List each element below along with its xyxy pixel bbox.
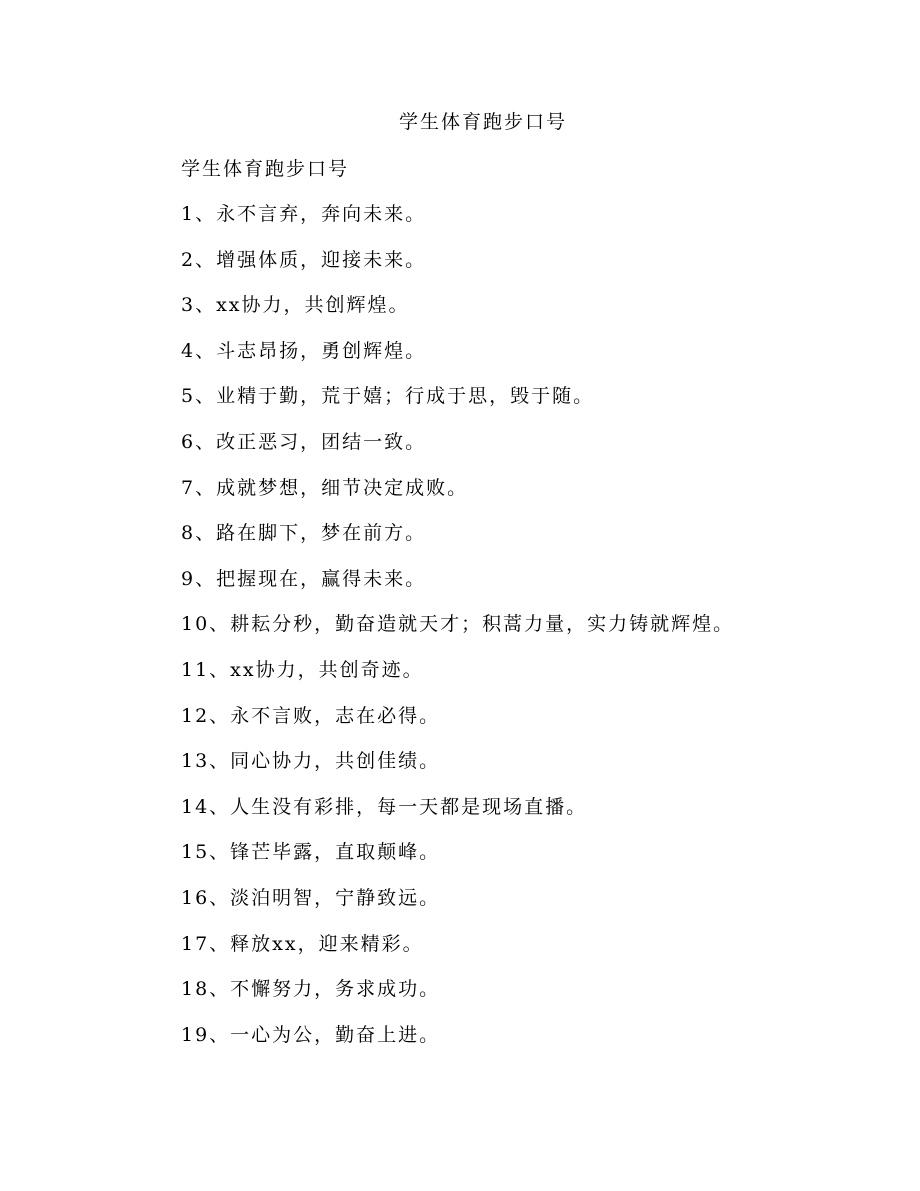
document-title: 学生体育跑步口号	[398, 111, 567, 133]
slogan-item: 7、成就梦想，细节决定成败。	[181, 476, 469, 499]
slogan-item: 6、改正恶习，团结一致。	[181, 430, 427, 453]
slogan-item: 2、增强体质，迎接未来。	[181, 248, 427, 271]
slogan-item: 14、人生没有彩排，每一天都是现场直播。	[181, 795, 588, 818]
slogan-item: 18、不懈努力，务求成功。	[181, 978, 441, 1001]
slogan-item: 8、路在脚下，梦在前方。	[181, 522, 427, 545]
slogan-item: 1、永不言弃，奔向未来。	[181, 203, 427, 225]
slogan-item: 3、xx协力，共创辉煌。	[181, 294, 410, 317]
slogan-item: 4、斗志昂扬，勇创辉煌。	[181, 339, 427, 362]
slogan-item: 9、把握现在，赢得未来。	[181, 567, 427, 590]
slogan-item: 16、淡泊明智，宁静致远。	[181, 886, 441, 909]
slogan-item: 10、耕耘分秒，勤奋造就天才；积蒿力量，实力铸就辉煌。	[181, 613, 735, 636]
slogan-item: 19、一心为公，勤奋上进。	[181, 1023, 441, 1046]
slogan-item: 12、永不言败，志在必得。	[181, 704, 441, 727]
slogan-item: 5、业精于勤，荒于嬉；行成于思，毁于随。	[181, 385, 595, 408]
slogan-item: 15、锋芒毕露，直取颠峰。	[181, 841, 441, 864]
document-subtitle: 学生体育跑步口号	[181, 158, 350, 180]
slogan-item: 11、xx协力，共创奇迹。	[181, 658, 424, 681]
slogan-list	[181, 200, 734, 1066]
slogan-item: 17、释放xx，迎来精彩。	[181, 932, 424, 955]
slogan-item: 13、同心协力，共创佳绩。	[181, 750, 441, 773]
